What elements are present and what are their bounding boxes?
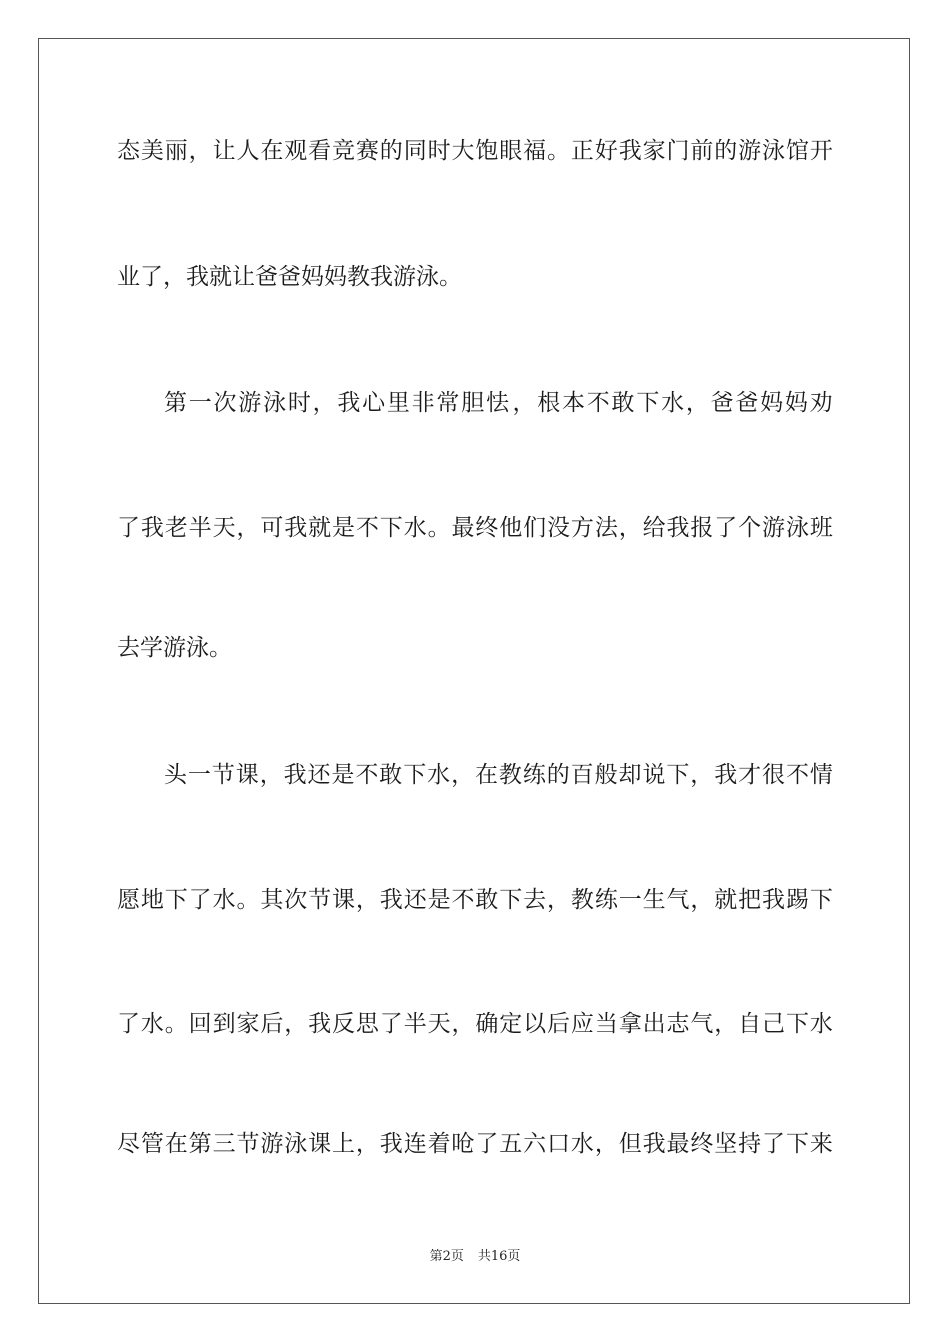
paragraph-line: 去学游泳。 xyxy=(117,635,232,661)
page-number: 第2页 xyxy=(429,1249,464,1264)
paragraph-line: 愿 地 下 了 水 。 其 次 节 课 ， 我 还 是 不 敢 下 去 ， 教 练 一 生 气 ， 就 把 我 踢 下 xyxy=(117,887,833,913)
paragraph-line: 头 一 节 课 ， 我 还 是 不 敢 下 水 ， 在 教 练 的 百 般 却 说 下 ， 我 才 很 不 情 xyxy=(164,762,833,788)
paragraph-line: 了 我 老 半 天 ， 可 我 就 是 不 下 水 。 最 终 他 们 没 方 法 ， 给 我 报 了 个 游 泳 班 xyxy=(117,515,833,541)
paragraph-line: 了 水 。 回 到 家 后 ， 我 反 思 了 半 天 ， 确 定 以 后 应 当 拿 出 志 气 ， 自 己 下 水 xyxy=(117,1011,833,1037)
paragraph-line: 第 一 次 游 泳 时 ， 我 心 里 非 常 胆 怯 ， 根 本 不 敢 下 水 ， 爸 爸 妈 妈 劝 xyxy=(164,390,833,416)
paragraph-line: 业了，我就让爸爸妈妈教我游泳。 xyxy=(117,264,462,290)
paragraph-line: 态 美 丽 ， 让 人 在 观 看 竞 赛 的 同 时 大 饱 眼 福 。 正 好 我 家 门 前 的 游 泳 馆 开 xyxy=(117,138,833,164)
page-footer xyxy=(0,1248,950,1266)
paragraph-line: 尽 管 在 第 三 节 游 泳 课 上 ， 我 连 着 呛 了 五 六 口 水 ， 但 我 最 终 坚 持 了 下 来 xyxy=(117,1131,833,1157)
page-total: 共16页 xyxy=(477,1249,521,1264)
page-border xyxy=(38,38,910,1304)
